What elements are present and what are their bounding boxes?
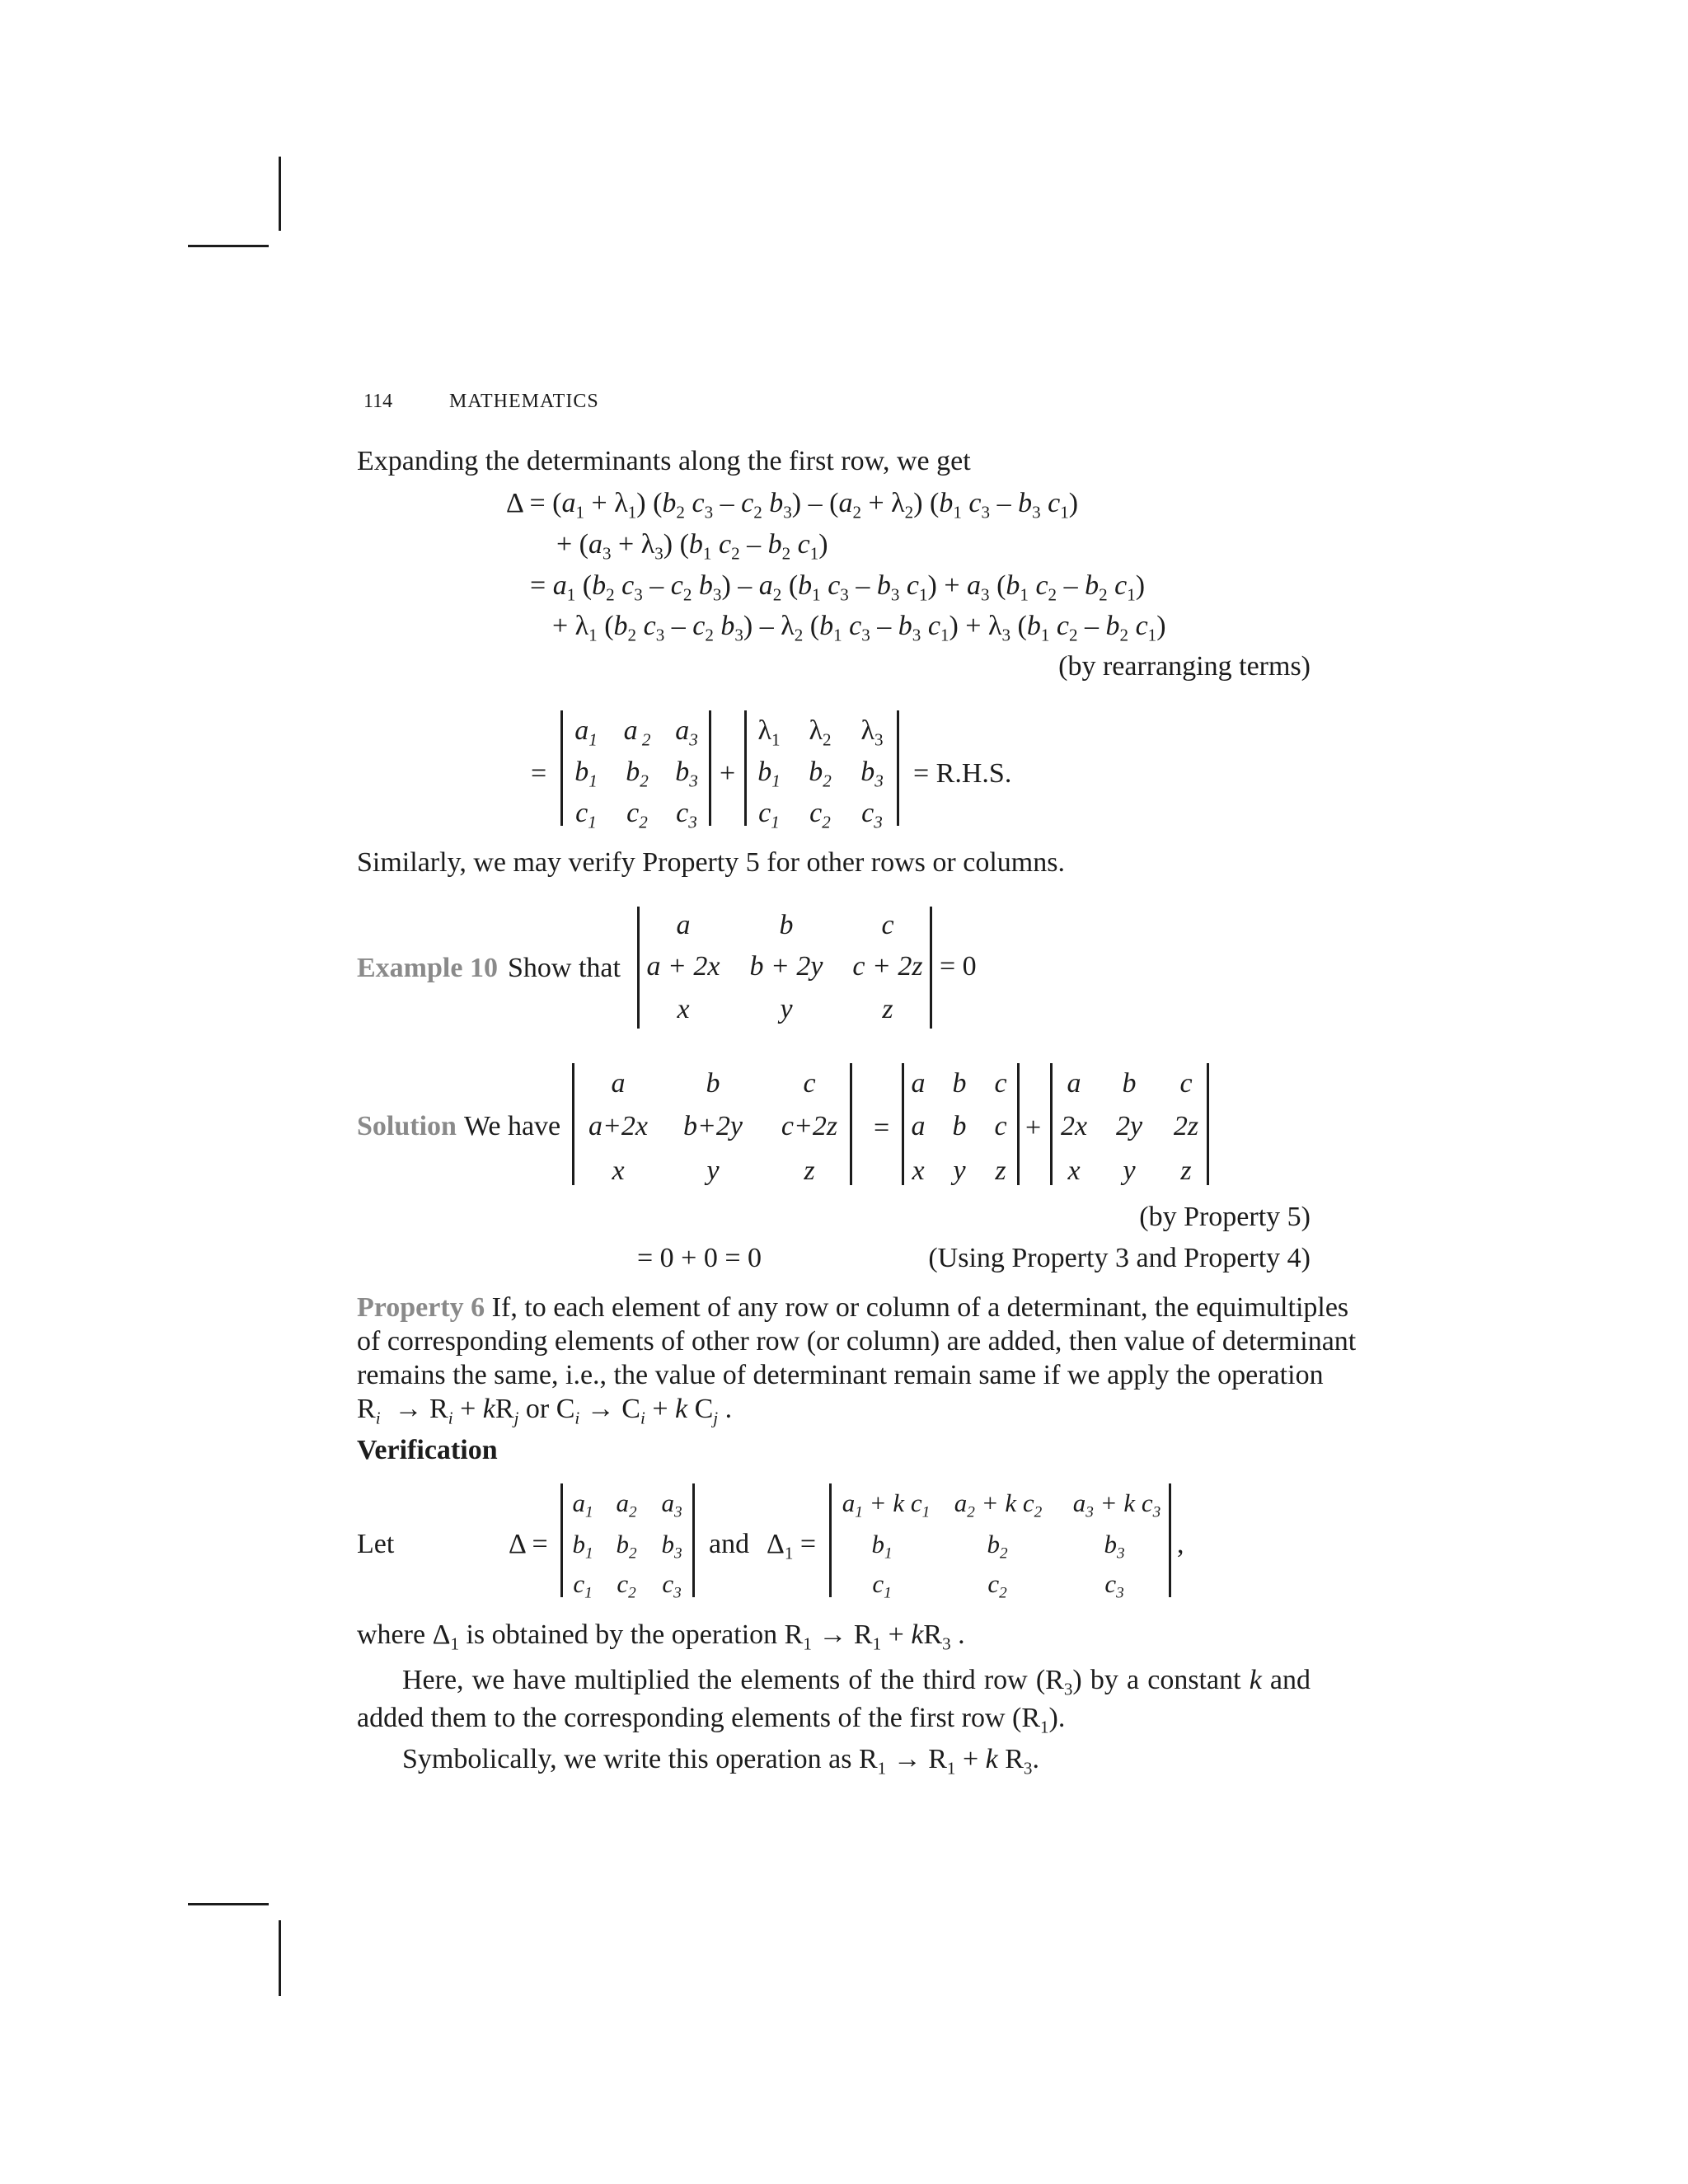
- det-a-cell: $c_3$: [676, 798, 697, 832]
- using-properties-note: (Using Property 3 and Property 4): [928, 1243, 1311, 1273]
- similarly-text: Similarly, we may verify Property 5 for other rows or columns.: [357, 847, 1065, 878]
- let-text: Let: [357, 1529, 395, 1559]
- property-6-line: remains the same, i.e., the value of determinant remain same if we apply the operation: [357, 1360, 1324, 1390]
- det-lambda-cell: $\lambda_1$: [757, 715, 781, 750]
- delta-det-cell: $c_3$: [662, 1569, 682, 1602]
- rhs-text: = R.H.S.: [913, 758, 1012, 789]
- solution-det3-cell: 2x: [1060, 1111, 1088, 1141]
- solution-det2-cell: b: [952, 1111, 967, 1141]
- by-rearranging-note: (by rearranging terms): [1058, 651, 1311, 682]
- solution-det1-cell: x: [612, 1155, 625, 1186]
- delta-1-det-cell: $c_1$: [872, 1569, 892, 1602]
- crop-mark-bottom-horizontal: [188, 1903, 269, 1905]
- solution-det3-cell: a: [1067, 1068, 1081, 1099]
- delta-1-det-right-bar: [1169, 1483, 1171, 1597]
- example-det-cell: x: [677, 994, 690, 1024]
- example-det-cell: b + 2y: [749, 951, 823, 982]
- det-a-cell: $b_1$: [574, 757, 598, 791]
- det-lambda-cell: $c_2$: [809, 798, 831, 832]
- example-det-cell: b: [779, 910, 794, 940]
- example-det-cell: c: [881, 910, 894, 940]
- det-a-cell: $c_2$: [626, 798, 648, 832]
- delta-1-det-cell: $c_2$: [987, 1569, 1007, 1602]
- solution-det2-cell: y: [953, 1155, 966, 1186]
- verification-heading: Verification: [357, 1435, 498, 1465]
- example-det-cell: a + 2x: [646, 951, 720, 982]
- solution-det3-cell: c: [1179, 1068, 1193, 1099]
- trailing-comma: ,: [1177, 1529, 1184, 1559]
- zero-sum-line: = 0 + 0 = 0: [637, 1243, 762, 1273]
- delta-det-cell: $b_2$: [616, 1530, 637, 1563]
- example-det-cell: y: [780, 994, 793, 1024]
- here-line-2: added them to the corresponding elements of the first row $(R_1)$.: [357, 1703, 1066, 1737]
- delta-det-cell: $a_3$: [661, 1488, 682, 1521]
- solution-det2-cell: z: [995, 1155, 1006, 1186]
- solution-text: We have: [464, 1111, 561, 1141]
- example-det-cell: a: [676, 910, 691, 940]
- delta-1-equals: $\Delta_1$ =: [767, 1529, 817, 1563]
- delta-1-det-cell: $b_2$: [987, 1530, 1008, 1563]
- solution-det1-cell: c: [803, 1068, 816, 1099]
- here-paragraph: [357, 1663, 1311, 1697]
- solution-det3-cell: 2y: [1115, 1111, 1143, 1141]
- delta-equals: Δ =: [509, 1529, 548, 1559]
- expansion-intro: Expanding the determinants along the first row, we get: [357, 446, 971, 476]
- delta-det-cell: $c_2$: [617, 1569, 636, 1602]
- here-line-1: Here, we have multiplied the elements of the third row $(R_3)$ by a constant k and: [402, 1665, 1311, 1699]
- solution-det3-right-bar: [1207, 1063, 1209, 1185]
- plus-sign: +: [720, 758, 736, 789]
- solution-det2-cell: c: [994, 1068, 1007, 1099]
- delta-det-right-bar: [692, 1483, 695, 1597]
- solution-det1-cell: y: [706, 1155, 720, 1186]
- solution-det1-cell: b+2y: [682, 1111, 743, 1141]
- example-result: = 0: [940, 951, 977, 982]
- solution-det1-right-bar: [850, 1063, 852, 1185]
- solution-det2-cell: a: [911, 1068, 926, 1099]
- delta-det-cell: $a_1$: [572, 1488, 593, 1521]
- equals-sign: =: [874, 1113, 890, 1143]
- symbolically-line: Symbolically, we write this operation as $R_1 \to R_1 + k$ $R_3$.: [402, 1744, 1039, 1779]
- det-a-left-bar: [560, 710, 563, 826]
- solution-det3-cell: y: [1123, 1155, 1136, 1186]
- solution-det1-cell: a: [611, 1068, 626, 1099]
- example-det-cell: z: [882, 994, 893, 1024]
- det-lambda-right-bar: [897, 710, 899, 826]
- delta-1-det-cell: $c_3$: [1104, 1569, 1124, 1602]
- det-lambda-cell: $c_1$: [758, 798, 780, 832]
- solution-det2-cell: b: [952, 1068, 967, 1099]
- property-6-operation: $R_i \to R_i + kR_j$ or $C_i \to C_i + k$ $C_j$ .: [357, 1394, 733, 1428]
- solution-det2-cell: c: [994, 1111, 1007, 1141]
- crop-mark-top-vertical: [279, 157, 281, 231]
- solution-det2-cell: x: [912, 1155, 925, 1186]
- page-number: 114: [363, 391, 393, 412]
- example-det-left-bar: [637, 907, 640, 1029]
- delta-1-det-cell: $a_3 + k$ $c_3$: [1072, 1488, 1161, 1521]
- example-det-cell: c + 2z: [852, 951, 923, 982]
- det-a-cell: $c_1$: [575, 798, 597, 832]
- where-line: where $\Delta_1$ is obtained by the operation $R_1 \to R_1 + kR_3$ .: [357, 1619, 965, 1654]
- solution-det3-cell: x: [1067, 1155, 1081, 1186]
- crop-mark-bottom-vertical: [279, 1920, 281, 1996]
- solution-det2-cell: a: [911, 1111, 926, 1141]
- delta-det-cell: $c_1$: [573, 1569, 593, 1602]
- delta-1-det-cell: $b_1$: [871, 1530, 893, 1563]
- det-a-cell: $b_3$: [675, 757, 698, 791]
- and-text: and: [709, 1529, 750, 1559]
- det-a-cell: a $_2$: [623, 715, 651, 750]
- det-lambda-cell: $b_2$: [809, 757, 832, 791]
- solution-det1-cell: c+2z: [781, 1111, 838, 1141]
- equation-line-4: + $\lambda_1$ ($b_2$ $c_3 - c_2$ $b_3) - \lambda_2$ ($b_1$ $c_3 - b_3$ $c_1) + \lambda_3$ ($b_1$ $c_2 - b_2$ $c_1$): [552, 611, 1166, 645]
- solution-det3-cell: b: [1122, 1068, 1137, 1099]
- example-det-right-bar: [930, 907, 932, 1029]
- delta-det-left-bar: [560, 1483, 563, 1597]
- example-10-text: Show that: [508, 953, 621, 983]
- equation-line-3: = $a_1$ ($b_2$ $c_3 - c_2$ $b_3) - a_2$ ($b_1$ $c_3 - b_3$ $c_1) + a_3$ ($b_1$ $c_2 - b_2$ $c_1$): [530, 570, 1146, 605]
- delta-1-det-cell: $a_1 + k$ $c_1$: [842, 1488, 931, 1521]
- det-a-cell: $a_1$: [574, 715, 598, 750]
- det-lambda-cell: $b_1$: [757, 757, 781, 791]
- det-a-cell: $a_3$: [675, 715, 698, 750]
- solution-det1-cell: a+2x: [588, 1111, 649, 1141]
- solution-det3-cell: 2z: [1173, 1111, 1199, 1141]
- delta-det-cell: $b_1$: [572, 1530, 593, 1563]
- solution-det3-cell: z: [1180, 1155, 1192, 1186]
- plus-sign: +: [1025, 1113, 1042, 1143]
- property-6-paragraph: [357, 1291, 1357, 1392]
- solution-label: Solution: [357, 1111, 457, 1141]
- det-lambda-cell: $\lambda_2$: [809, 715, 832, 750]
- det-lambda-cell: $c_3$: [861, 798, 883, 832]
- solution-det2-left-bar: [902, 1063, 904, 1185]
- equation-line-1: $\Delta = (a_1 + \lambda_1)$ ($b_2$ $c_3 - c_2$ $b_3) - (a_2 + \lambda_2)$ ($b_1$ $c_3 - b_3$ $c_1$): [506, 488, 1079, 523]
- det-a-right-bar: [709, 710, 711, 826]
- example-10-label: Example 10: [357, 953, 498, 983]
- crop-mark-top-horizontal: [188, 245, 269, 247]
- equation-line-2: + $(a_3 + \lambda_3)$ ($b_1$ $c_2 - b_2$ $c_1$): [556, 529, 828, 564]
- equals-sign: =: [531, 758, 547, 789]
- det-lambda-cell: $b_3$: [860, 757, 884, 791]
- det-lambda-cell: $\lambda_3$: [860, 715, 884, 750]
- property-6-line: Property 6 If, to each element of any row or column of a determinant, the equimultiples: [357, 1292, 1349, 1323]
- solution-det1-left-bar: [572, 1063, 574, 1185]
- delta-det-cell: $b_3$: [661, 1530, 682, 1563]
- solution-det3-left-bar: [1050, 1063, 1053, 1185]
- property-6-label: Property 6: [357, 1292, 485, 1323]
- property-6-line: of corresponding elements of other row (or column) are added, then value of determinant: [357, 1326, 1357, 1357]
- solution-det2-right-bar: [1017, 1063, 1020, 1185]
- solution-det1-cell: z: [804, 1155, 815, 1186]
- delta-det-cell: $a_2$: [616, 1488, 637, 1521]
- running-title: MATHEMATICS: [449, 391, 599, 412]
- delta-1-det-cell: $b_3$: [1104, 1530, 1125, 1563]
- solution-det1-cell: b: [706, 1068, 720, 1099]
- det-lambda-left-bar: [744, 710, 747, 826]
- delta-1-det-cell: $a_2 + k$ $c_2$: [954, 1488, 1043, 1521]
- delta-1-det-left-bar: [829, 1483, 832, 1597]
- by-property-5-note: (by Property 5): [1139, 1202, 1311, 1232]
- det-a-cell: $b_2$: [626, 757, 649, 791]
